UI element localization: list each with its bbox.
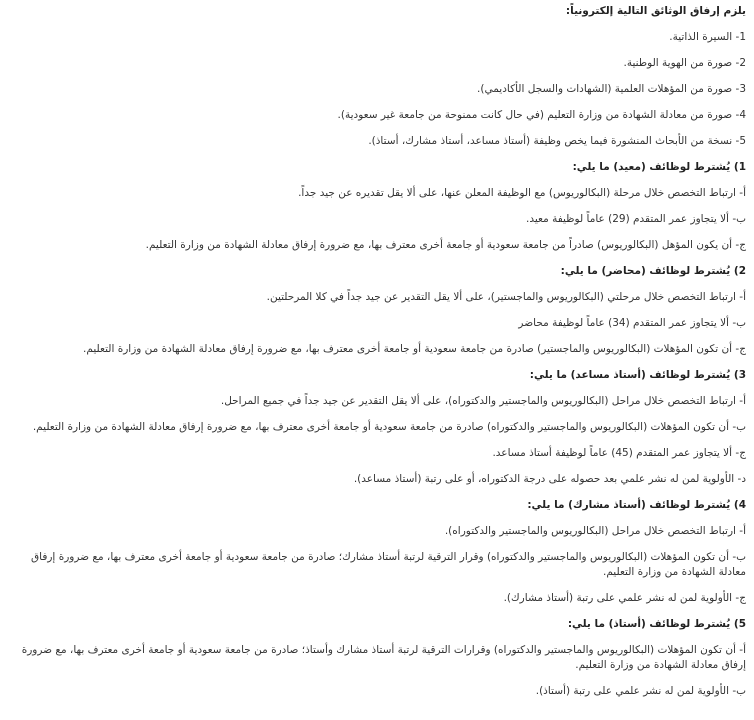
document-item: 4- صورة من معادلة الشهادة من وزارة التعليم (في حال كانت ممنوحة من جامعة غير سعودية). (337, 109, 746, 121)
section-heading-lecturer: 2) يُشترط لوظائف (محاضر) ما يلي: (560, 265, 746, 277)
condition-item: ب- الأولوية لمن له نشر علمي على رتبة (أستاذ). (535, 685, 746, 697)
condition-item: ب- أن تكون المؤهلات (البكالوريوس والماجستير والدكتوراه) وقرار الترقية لرتبة أستاذ مشارك؛ صادرة من جامعة سعودية أو جامعة أخرى معترف بها، مع ضرورة إرفاق معادلة الشهادة من وزارة التعليم. (31, 551, 746, 578)
document-item: 3- صورة من المؤهلات العلمية (الشهادات والسجل الأكاديمي). (477, 83, 746, 95)
section-heading-professor: 5) يُشترط لوظائف (أستاذ) ما يلي: (567, 618, 746, 630)
condition-item: ب- أن تكون المؤهلات (البكالوريوس والماجستير والدكتوراه) صادرة من جامعة سعودية أو جامعة أخرى معترف بها، مع ضرورة إرفاق معادلة الشهادة من وزارة التعليم. (32, 421, 746, 433)
documents-heading: يلزم إرفاق الوثائق التالية إلكترونياً: (565, 5, 746, 17)
condition-item: أ- ارتباط التخصص خلال مراحل (البكالوريوس والماجستير والدكتوراه)، على ألا يقل التقدير عن جيد جداً في جميع المراحل. (220, 395, 746, 407)
condition-item: أ- ارتباط التخصص خلال مرحلتي (البكالوريوس والماجستير)، على ألا يقل التقدير عن جيد جداً في كلا المرحلتين. (266, 291, 746, 303)
condition-item: ب- ألا يتجاوز عمر المتقدم (29) عاماً لوظيفة معيد. (526, 213, 746, 225)
condition-item: ج- الأولوية لمن له نشر علمي على رتبة (أستاذ مشارك). (503, 592, 746, 604)
section-heading-associate-professor: 4) يُشترط لوظائف (أستاذ مشارك) ما يلي: (527, 499, 746, 511)
condition-item: ج- أن تكون المؤهلات (البكالوريوس والماجستير) صادرة من جامعة سعودية أو جامعة أخرى معترف بها، مع ضرورة إرفاق معادلة الشهادة من وزارة التعليم. (83, 343, 746, 355)
condition-item: ج- ألا يتجاوز عمر المتقدم (45) عاماً لوظيفة أستاذ مساعد. (492, 447, 746, 459)
document-item: 2- صورة من الهوية الوطنية. (623, 57, 746, 69)
requirements-document (14, 4, 754, 699)
condition-item: أ- ارتباط التخصص خلال مراحل (البكالوريوس والماجستير والدكتوراه). (444, 525, 746, 537)
condition-item: أ- أن تكون المؤهلات (البكالوريوس والماجستير والدكتوراه) وقرارات الترقية لرتبة أستاذ مشارك وأستاذ؛ صادرة من جامعة سعودية أو جامعة أخرى معترف بها، مع ضرورة إرفاق معادلة الشهادة من وزارة التعليم. (21, 644, 746, 671)
document-item: 5- نسخة من الأبحاث المنشورة فيما يخص وظيفة (أستاذ مساعد، أستاذ مشارك، أستاذ). (368, 135, 746, 147)
condition-item: أ- ارتباط التخصص خلال مرحلة (البكالوريوس) مع الوظيفة المعلن عنها، على ألا يقل تقديره عن جيد جداً. (298, 187, 746, 199)
condition-item: د- الأولوية لمن له نشر علمي بعد حصوله على درجة الدكتوراه، أو على رتبة (أستاذ مساعد). (353, 473, 746, 485)
section-heading-assistant-professor: 3) يُشترط لوظائف (أستاذ مساعد) ما يلي: (529, 369, 746, 381)
condition-item: ب- ألا يتجاوز عمر المتقدم (34) عاماً لوظيفة محاضر (518, 317, 746, 329)
document-item: 1- السيرة الذاتية. (669, 31, 746, 43)
condition-item: ج- أن يكون المؤهل (البكالوريوس) صادراً من جامعة سعودية أو جامعة أخرى معترف بها، مع ضرورة إرفاق معادلة الشهادة من وزارة التعليم. (145, 239, 746, 251)
section-heading-teaching-assistant: 1) يُشترط لوظائف (معيد) ما يلي: (572, 161, 746, 173)
